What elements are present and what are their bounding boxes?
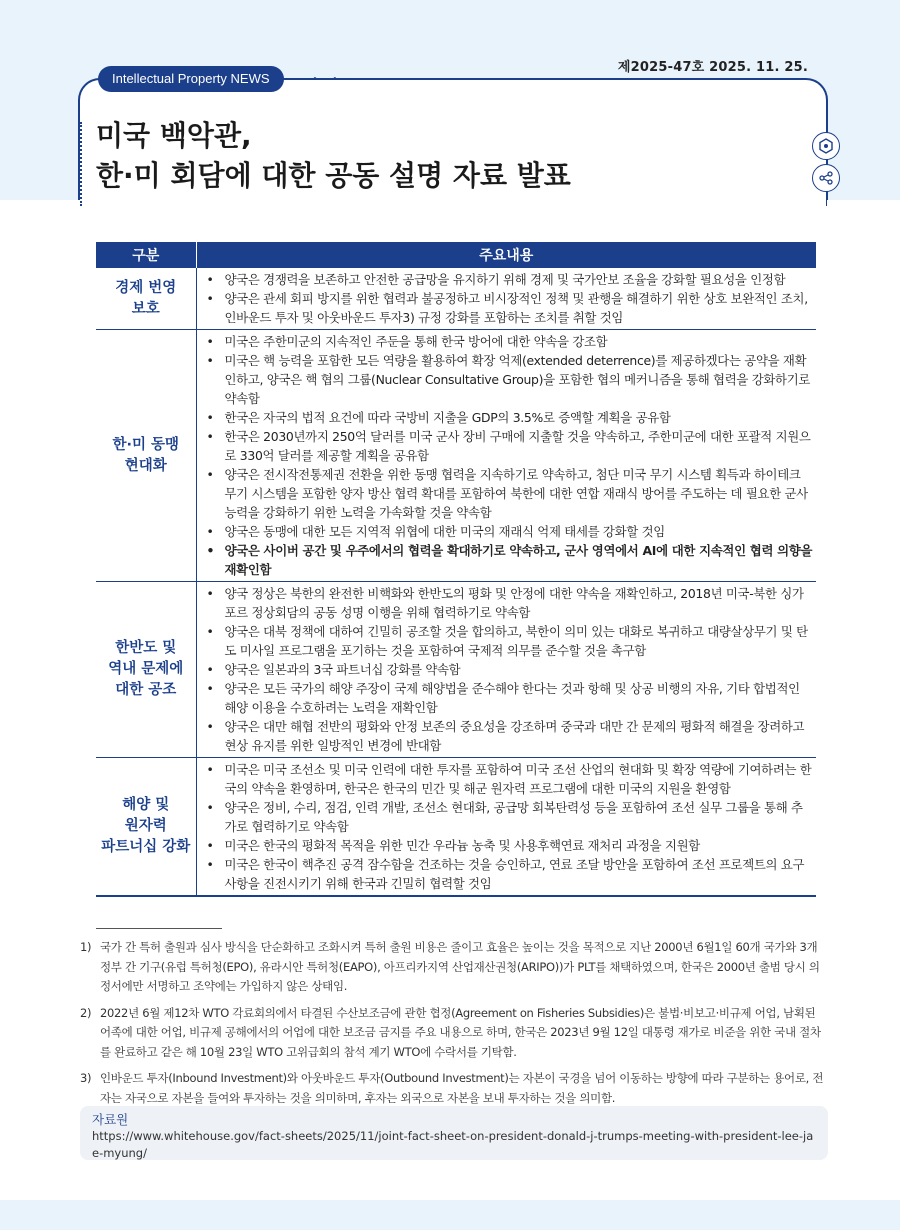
list-item: • 양국은 경쟁력을 보존하고 안전한 공급망을 유지하기 위해 경제 및 국가안보 조율을 강화할 필요성을 인정함 — [201, 270, 815, 289]
list-item: • 양국은 전시작전통제권 전환을 위한 동맹 협력을 지속하기로 약속하고, 첨단 미국 무기 시스템 획득과 하이테크 무기 시스템을 포함한 양자 방산 협력 확대를 포함하여 북한에 대한 연합 재래식 방어를 주도하는 데 필요한 군사 능력을 강화하기 위한 노력을 가속화할 것을 약속함 — [201, 465, 815, 522]
footnote — [80, 1004, 828, 1063]
row-category: 해양 및 원자력 파트너십 강화 — [96, 758, 196, 897]
list-item: • 양국은 관세 회피 방지를 위한 협력과 불공정하고 비시장적인 정책 및 관행을 해결하기 위한 상호 보완적인 조치, 인바운드 투자 및 아웃바운드 투자3) 규정 강화를 포함하는 조치를 취할 것임 — [201, 289, 815, 327]
hexagon-icon — [812, 132, 840, 160]
list-item: • 미국은 미국 조선소 및 미국 인력에 대한 투자를 포함하여 미국 조선 산업의 현대화 및 확장 역량에 기여하려는 한국의 약속을 환영하며, 한국은 한국의 민간 및 해군 원자력 프로그램에 대한 미국의 지원을 환영함 — [201, 760, 815, 798]
row-category: 한·미 동맹 현대화 — [96, 330, 196, 582]
source-label: 자료원 — [92, 1112, 129, 1127]
title-line-1: 미국 백악관, — [96, 119, 252, 152]
series-badge: Intellectual Property NEWS — [98, 66, 284, 92]
list-item: • 양국은 모든 국가의 해양 주장이 국제 해양법을 준수해야 한다는 것과 항해 및 상공 비행의 자유, 기타 합법적인 해양 이용을 수호하려는 노력을 재확인함 — [201, 679, 815, 717]
table-header-row — [96, 242, 816, 268]
table-row — [96, 582, 816, 758]
header-content: 주요내용 — [196, 242, 816, 268]
summary-table — [96, 242, 816, 897]
bullet-list — [201, 270, 815, 327]
decorative-dots: —•—•— — [300, 74, 352, 85]
table-row — [96, 268, 816, 330]
row-category: 경제 번영 보호 — [96, 268, 196, 330]
footnote-number: 3) — [80, 1071, 92, 1085]
footnote-divider — [96, 928, 222, 929]
list-item: • 양국은 일본과의 3국 파트너십 강화를 약속함 — [201, 660, 815, 679]
title-dotted-rule — [80, 122, 82, 206]
list-item: • 미국은 한국이 핵추진 공격 잠수함을 건조하는 것을 승인하고, 연료 조달 방안을 포함하여 조선 프로젝트의 요구사항을 진전시키기 위해 한국과 긴밀히 협력할 것임 — [201, 855, 815, 893]
list-item: • 양국은 대만 해협 전반의 평화와 안정 보존의 중요성을 강조하며 중국과 대만 간 문제의 평화적 해결을 장려하고 현상 유지를 위한 일방적인 변경에 반대함 — [201, 717, 815, 755]
footer-band — [0, 1200, 900, 1230]
network-icon — [812, 164, 840, 192]
page-title — [96, 116, 571, 196]
table-row — [96, 758, 816, 897]
footnote-number: 2) — [80, 1005, 92, 1020]
bullet-list — [201, 584, 815, 755]
footnote — [80, 1069, 828, 1108]
issue-number: 제2025-47호 2025. 11. 25. — [617, 60, 808, 75]
list-item: • 한국은 2030년까지 250억 달러를 미국 군사 장비 구매에 지출할 것을 약속하고, 주한미군에 대한 포괄적 지원으로 330억 달러를 제공할 계획을 공유함 — [201, 427, 815, 465]
list-item: • 양국은 동맹에 대한 모든 지역적 위협에 대한 미국의 재래식 억제 태세를 강화할 것임 — [201, 522, 815, 541]
table-row — [96, 330, 816, 582]
title-line-2: 한·미 회담에 대한 공동 설명 자료 발표 — [96, 159, 571, 192]
list-item: • 양국은 대북 정책에 대하여 긴밀히 공조할 것을 합의하고, 북한이 의미 있는 대화로 복귀하고 대량살상무기 및 탄도 미사일 프로그램을 포기하는 것을 포함하여 국제적 의무를 준수할 것을 촉구함 — [201, 622, 815, 660]
list-item: • 미국은 주한미군의 지속적인 주둔을 통해 한국 방어에 대한 약속을 강조함 — [201, 332, 815, 351]
footnote-text: 국가 간 특허 출원과 심사 방식을 단순화하고 조화시켜 특허 출원 비용은 줄이고 효율은 높이는 것을 목적으로 지난 2000년 6월1일 60개 국가와 3개 정부 간 기구(유럽 특허청(EPO), 유라시안 특허청(EAPO), 아프리카지역 산업재산권청(ARIPO))가 PLT를 채택하였으며, 한국은 2000년 출범 당시 의정서에만 서명하고 조약에는 가입하지 않은 상태임. — [100, 940, 820, 993]
row-category: 한반도 및 역내 문제에 대한 공조 — [96, 582, 196, 758]
list-item: • 미국은 한국의 평화적 목적을 위한 민간 우라늄 농축 및 사용후핵연료 재처리 과정을 지원함 — [201, 836, 815, 855]
list-item: • 양국 정상은 북한의 완전한 비핵화와 한반도의 평화 및 안정에 대한 약속을 재확인하고, 2018년 미국-북한 싱가포르 정상회담의 공동 성명 이행을 위해 협력하기로 약속함 — [201, 584, 815, 622]
footnotes — [80, 938, 828, 1115]
list-item-emphasis: • 양국은 사이버 공간 및 우주에서의 협력을 확대하기로 약속하고, 군사 영역에서 AI에 대한 지속적인 협력 의향을 재확인함 — [201, 541, 815, 579]
header-category: 구분 — [96, 242, 196, 268]
list-item: • 양국은 정비, 수리, 점검, 인력 개발, 조선소 현대화, 공급망 회복탄력성 등을 포함하여 조선 실무 그룹을 통해 추가로 협력하기로 약속함 — [201, 798, 815, 836]
footnote — [80, 938, 828, 997]
list-item: • 한국은 자국의 법적 요건에 따라 국방비 지출을 GDP의 3.5%로 증액할 계획을 공유함 — [201, 408, 815, 427]
bullet-list — [201, 760, 815, 893]
bullet-list — [201, 332, 815, 579]
footnote-number: 1) — [80, 940, 92, 954]
footnote-text: 2022년 6월 제12차 WTO 각료회의에서 타결된 수산보조금에 관한 협정(Agreement on Fisheries Subsidies)은 불법·비보고·비규제 어업, 남획된 어족에 대한 어업, 비규제 공해에서의 어업에 대한 보조금 금지를 주요 내용으로 하며, 한국은 2023년 9월 12일 대통령 재가로 비준을 위한 국내 절차를 완료하고 같은 해 10월 23일 WTO 고위급회의 참석 계기 WTO에 수락서를 기탁함. — [100, 1005, 821, 1059]
list-item: • 미국은 핵 능력을 포함한 모든 역량을 활용하여 확장 억제(extended deterrence)를 제공하겠다는 공약을 재확인하고, 양국은 핵 협의 그룹(Nuclear Consultative Group)을 포함한 협의 메커니즘을 통해 협력을 강화하기로 약속함 — [201, 351, 815, 408]
footnote-text: 인바운드 투자(Inbound Investment)와 아웃바운드 투자(Outbound Investment)는 자본이 국경을 넘어 이동하는 방향에 따라 구분하는 용어로, 전자는 자국으로 자본을 들여와 투자하는 것을 의미하며, 후자는 외국으로 자본을 보내 투자하는 것을 의미함. — [100, 1071, 824, 1105]
source-link[interactable]: https://www.whitehouse.gov/fact-sheets/2025/11/joint-fact-sheet-on-president-donald-j-trumps-meeting-with-president-lee-jae-myung/ — [92, 1129, 814, 1160]
source-box — [80, 1106, 828, 1160]
